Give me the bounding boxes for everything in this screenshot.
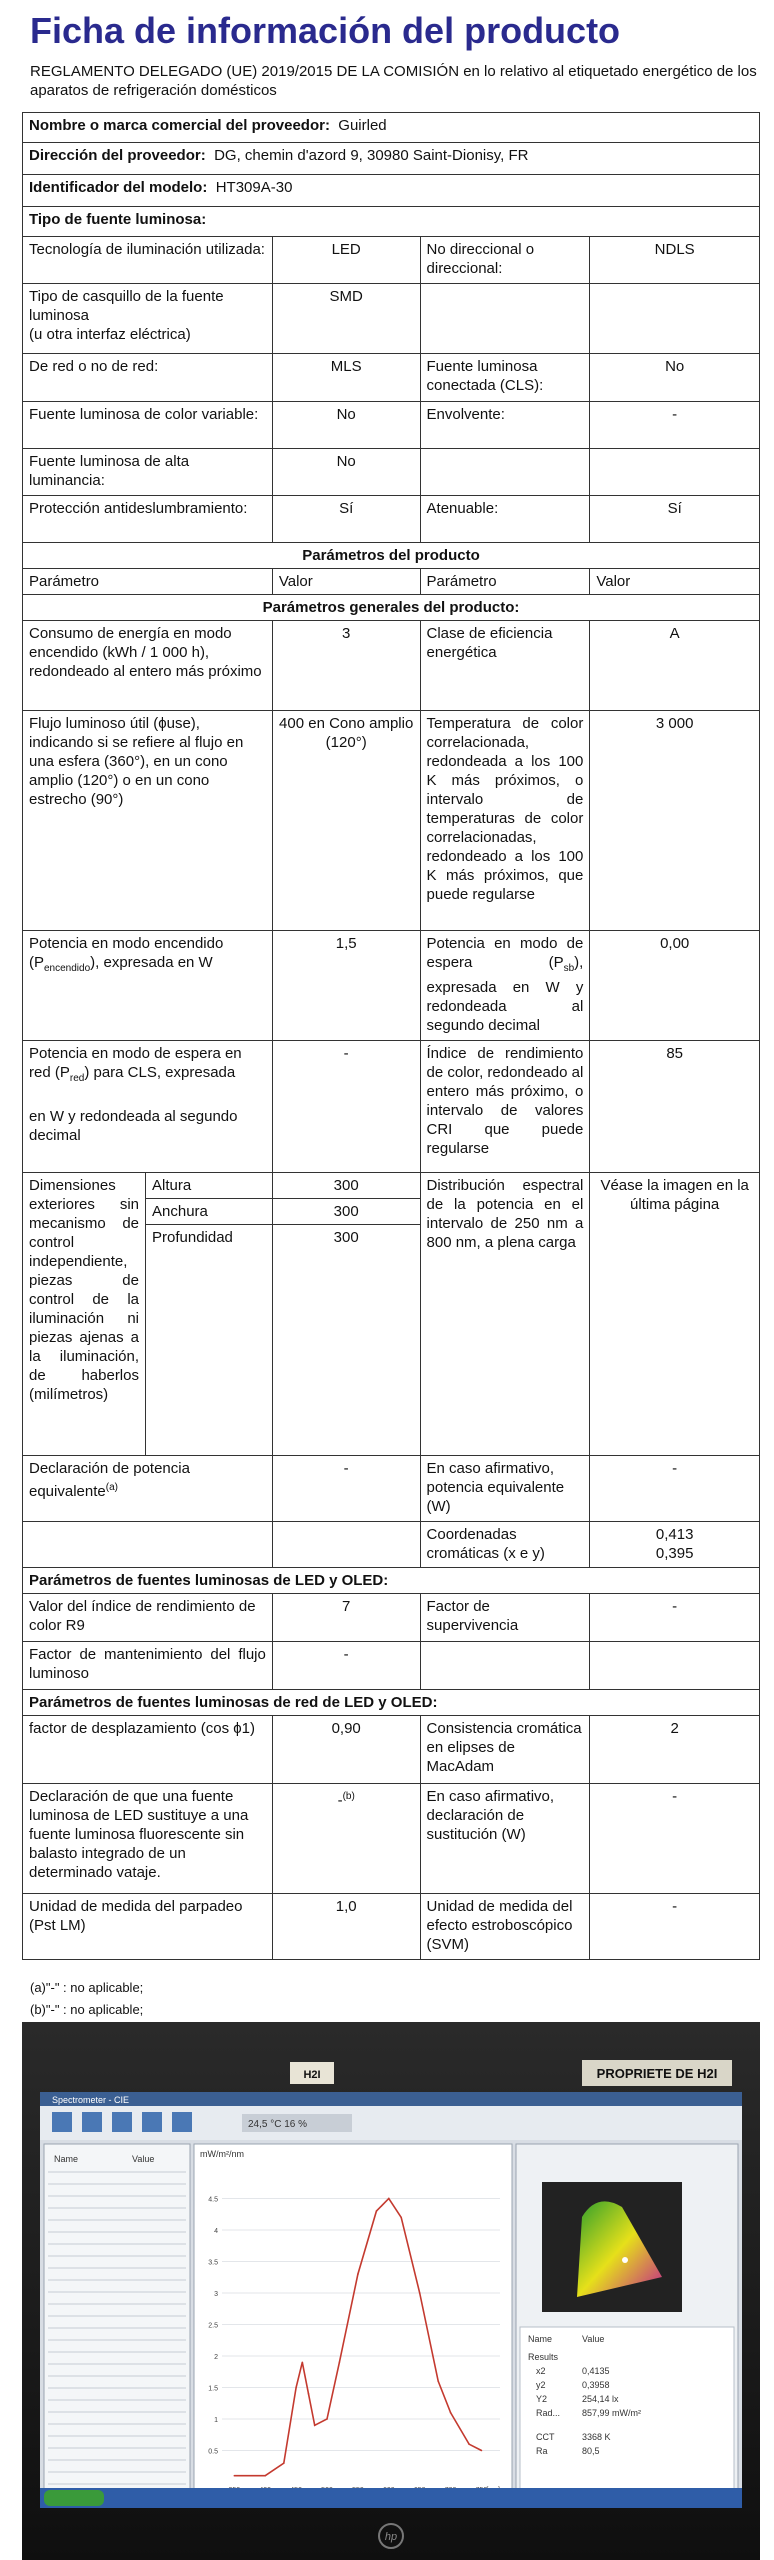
svg-text:24,5 °C 16 %: 24,5 °C 16 % <box>248 2119 308 2130</box>
param-value: 3 000 <box>590 711 760 931</box>
y-tick-label: 0.5 <box>208 2448 218 2456</box>
laptop-screen-illustration <box>22 2022 760 2560</box>
supplier-name-value: Guirled <box>338 117 387 134</box>
survival-label: Factor de supervivencia <box>420 1594 590 1642</box>
equivalent-power-label: Declaración de potencia equivalente$^{(a)}$ <box>23 1456 273 1522</box>
replacement2-label: En caso afirmativo, declaración de sustitución (W) <box>420 1784 590 1894</box>
param-label: Flujo luminoso útil (ϕuse), indicando si se refiere al flujo en una esfera (360°), en un cono amplio (120°) o en un cono estrecho (90°) <box>23 711 273 931</box>
spectrum-point <box>481 2450 483 2452</box>
source-row-label: Protección antideslumbramiento: <box>23 496 273 543</box>
y-tick-label: 3.5 <box>208 2259 218 2267</box>
svm-value: - <box>590 1894 760 1960</box>
result-key: y2 <box>536 2380 546 2390</box>
source-row-label <box>420 284 590 354</box>
spectrum-point <box>295 2387 297 2389</box>
svg-text:mW/m²/nm: mW/m²/nm <box>200 2149 244 2159</box>
result-value: 80,5 <box>582 2446 600 2456</box>
displacement-value: 0,90 <box>272 1716 420 1784</box>
dimensions-values <box>272 1173 420 1456</box>
param-value: 400 en Cono amplio (120°) <box>272 711 420 931</box>
power-on-label: Potencia en modo encendido $(P_{encendido})$, expresada en W <box>23 931 273 1041</box>
supplier-name-row <box>23 113 760 143</box>
y-tick-label: 4.5 <box>208 2196 218 2204</box>
source-row-label <box>420 449 590 496</box>
params-heading: Parámetros del producto <box>23 543 760 569</box>
spectrometer-photo <box>22 2022 760 2560</box>
param-label: Consumo de energía en modo encendido (kWh / 1 000 h), redondeado al entero más próximo <box>23 621 273 711</box>
col-header-value: Valor <box>272 569 420 595</box>
spectrum-point <box>264 2475 266 2477</box>
source-row-value <box>590 284 760 354</box>
source-row-label: Fuente luminosa de color variable: <box>23 402 273 449</box>
spectrum-point <box>437 2380 439 2382</box>
source-row-label: Fuente luminosa de alta luminancia: <box>23 449 273 496</box>
spectrum-point <box>326 2418 328 2420</box>
replacement-value: -$^{(b)}$ <box>272 1784 420 1894</box>
spectrum-point <box>468 2443 470 2445</box>
model-row <box>23 175 760 207</box>
maintenance-label: Factor de mantenimiento del flujo luminoso <box>23 1642 273 1690</box>
spectrum-point <box>339 2362 341 2364</box>
chromaticity-value <box>590 1522 760 1568</box>
supplier-address-value: DG, chemin d'azord 9, 30980 Saint-Dionisy, FR <box>214 147 529 164</box>
source-row-label: Fuente luminosa conectada (CLS): <box>420 354 590 402</box>
supplier-address-row <box>23 143 760 175</box>
param-label: Temperatura de color correlacionada, redondeada a los 100 K más próximos, o intervalo de temperaturas de color correlacionadas, redondeado a los 100 K más próximos, que puede regularse <box>420 711 590 931</box>
source-row-value: No <box>590 354 760 402</box>
spd-value: Véase la imagen en la última página <box>590 1173 760 1456</box>
source-row-label: De red o no de red: <box>23 354 273 402</box>
standby-label: Potencia en modo de espera $(P_{sb})$, expresada en W y redondeada al segundo decimal <box>420 931 590 1041</box>
source-row-value: Sí <box>272 496 420 543</box>
color-consistency-value: 2 <box>590 1716 760 1784</box>
spectrum-point <box>376 2210 378 2212</box>
y-tick-label: 2.5 <box>208 2322 218 2330</box>
product-info-table <box>22 112 760 1960</box>
result-key: CCT <box>536 2432 555 2442</box>
source-row-value: No <box>272 449 420 496</box>
equivalent-power-value: - <box>272 1456 420 1522</box>
page-title: Ficha de información del producto <box>30 10 621 51</box>
spectrum-point <box>388 2198 390 2200</box>
param-value: A <box>590 621 760 711</box>
chromaticity-label: Coordenadas cromáticas (x e y) <box>420 1522 590 1568</box>
spectrum-point <box>450 2412 452 2414</box>
power-on-value: 1,5 <box>272 931 420 1041</box>
equivalent-power2-value: - <box>590 1456 760 1522</box>
result-value: 3368 K <box>582 2432 611 2442</box>
param-label: Clase de eficiencia energética <box>420 621 590 711</box>
chroma-y: 0,395 <box>655 1545 694 1562</box>
led-heading: Parámetros de fuentes luminosas de LED y OLED: <box>23 1568 760 1594</box>
result-value: 857,99 mW/m² <box>582 2408 642 2418</box>
dim-height-label: Altura <box>146 1173 272 1199</box>
model-value: HT309A-30 <box>215 179 293 196</box>
svm-label: Unidad de medida del efecto estroboscópico (SVM) <box>420 1894 590 1960</box>
cri-value: 85 <box>590 1041 760 1173</box>
spectrum-point <box>419 2292 421 2294</box>
y-tick-label: 1.5 <box>208 2385 218 2393</box>
source-row-label: Tipo de casquillo de la fuente luminosa (u otra interfaz eléctrica) <box>23 284 273 354</box>
mains-heading: Parámetros de fuentes luminosas de red de LED y OLED: <box>23 1690 760 1716</box>
source-row-label: Envolvente: <box>420 402 590 449</box>
standby-value: 0,00 <box>590 931 760 1041</box>
source-row-label: No direccional o direccional: <box>420 237 590 284</box>
r9-value: 7 <box>272 1594 420 1642</box>
spd-label: Distribución espectral de la potencia en el intervalo de 250 nm a 800 nm, a plena carga <box>420 1173 590 1456</box>
source-row-value: MLS <box>272 354 420 402</box>
spectrum-point <box>283 2462 285 2464</box>
maintenance-value: - <box>272 1642 420 1690</box>
source-row-value: NDLS <box>590 237 760 284</box>
svg-text:Spectrometer - CIE: Spectrometer - CIE <box>52 2095 130 2105</box>
spectrum-point <box>234 2475 236 2477</box>
result-key: Rad... <box>536 2408 561 2418</box>
y-tick-label: 2 <box>214 2354 218 2361</box>
source-row-value: Sí <box>590 496 760 543</box>
source-row-value <box>590 449 760 496</box>
source-type-heading: Tipo de fuente luminosa: <box>23 207 760 237</box>
col-header-param: Parámetro <box>420 569 590 595</box>
col-header-param: Parámetro <box>23 569 273 595</box>
source-row-value: No <box>272 402 420 449</box>
source-row-value: SMD <box>272 284 420 354</box>
spectrum-point <box>308 2393 310 2395</box>
displacement-label: factor de desplazamiento (cos ϕ1) <box>23 1716 273 1784</box>
y-tick-label: 1 <box>214 2417 218 2424</box>
spectrum-point <box>400 2217 402 2219</box>
cri-label: Índice de rendimiento de color, redondeado al entero más próximo, o intervalo de valores CRI que puede regularse <box>420 1041 590 1173</box>
page-subtitle: REGLAMENTO DELEGADO (UE) 2019/2015 DE LA COMISIÓN en lo relativo al etiquetado energético de los aparatos de refrigeración domésticos <box>30 63 757 99</box>
networked-standby-value: - <box>272 1041 420 1173</box>
dim-depth-value: 300 <box>333 1229 359 1246</box>
spectrum-chart-panel <box>194 2144 512 2502</box>
flicker-label: Unidad de medida del parpadeo (Pst LM) <box>23 1894 273 1960</box>
source-row-value: LED <box>272 237 420 284</box>
source-row-value: - <box>590 402 760 449</box>
y-tick-label: 4 <box>214 2228 218 2235</box>
survival-value: - <box>590 1594 760 1642</box>
dim-depth-label: Profundidad <box>152 1229 233 1246</box>
source-row-label: Atenuable: <box>420 496 590 543</box>
dim-width-label: Anchura <box>146 1199 272 1225</box>
sticker-text: PROPRIETE DE H2I <box>596 2066 718 2081</box>
equivalent-power2-label: En caso afirmativo, potencia equivalente (W) <box>420 1456 590 1522</box>
svg-text:Name: Name <box>54 2154 79 2164</box>
supplier-name-label: Nombre o marca comercial del proveedor: <box>29 117 330 134</box>
svg-text:Name: Name <box>528 2334 553 2344</box>
dim-height-value: 300 <box>273 1173 420 1199</box>
svg-text:Value: Value <box>132 2154 155 2164</box>
source-row-label: Tecnología de iluminación utilizada: <box>23 237 273 284</box>
result-value: 0,3958 <box>582 2380 610 2390</box>
general-params-heading: Parámetros generales del producto: <box>23 595 760 621</box>
result-value: 0,4135 <box>582 2366 610 2376</box>
dimensions-label: Dimensiones exteriores sin mecanismo de control independiente, piezas de control de la iluminación ni piezas ajenas a la iluminación, de haberlos (milímetros) <box>23 1173 146 1455</box>
svg-text:hp: hp <box>384 2531 398 2543</box>
y-tick-label: 3 <box>214 2291 218 2298</box>
model-label: Identificador del modelo: <box>29 179 208 196</box>
svg-text:Results: Results <box>528 2352 559 2362</box>
chroma-x: 0,413 <box>655 1526 694 1543</box>
svg-text:H2I: H2I <box>303 2069 321 2081</box>
footnote-b: (b)"-" : no aplicable; <box>30 2002 144 2017</box>
dim-width-value: 300 <box>273 1199 420 1225</box>
supplier-address-label: Dirección del proveedor: <box>29 147 206 164</box>
color-consistency-label: Consistencia cromática en elipses de MacAdam <box>420 1716 590 1784</box>
result-key: x2 <box>536 2366 546 2376</box>
dimensions-cell <box>23 1173 273 1456</box>
footnote-a: (a)"-" : no aplicable; <box>30 1980 144 1995</box>
networked-standby-label: Potencia en modo de espera en red $(P_{red})$ para CLS, expresada en W y redondeada al segundo decimal <box>23 1041 273 1173</box>
flicker-value: 1,0 <box>272 1894 420 1960</box>
svg-text:Value: Value <box>582 2334 605 2344</box>
spectrum-point <box>302 2362 304 2364</box>
result-key: Ra <box>536 2446 548 2456</box>
param-value: 3 <box>272 621 420 711</box>
replacement-label: Declaración de que una fuente luminosa de LED sustituye a una fuente luminosa fluorescente sin balasto integrado de un determinado vataje. <box>23 1784 273 1894</box>
spectrum-point <box>357 2273 359 2275</box>
col-header-value: Valor <box>590 569 760 595</box>
result-key: Y2 <box>536 2394 548 2404</box>
result-value: 254,14 lx <box>582 2394 619 2404</box>
r9-label: Valor del índice de rendimiento de color R9 <box>23 1594 273 1642</box>
spectrum-point <box>314 2425 316 2427</box>
replacement2-value: - <box>590 1784 760 1894</box>
